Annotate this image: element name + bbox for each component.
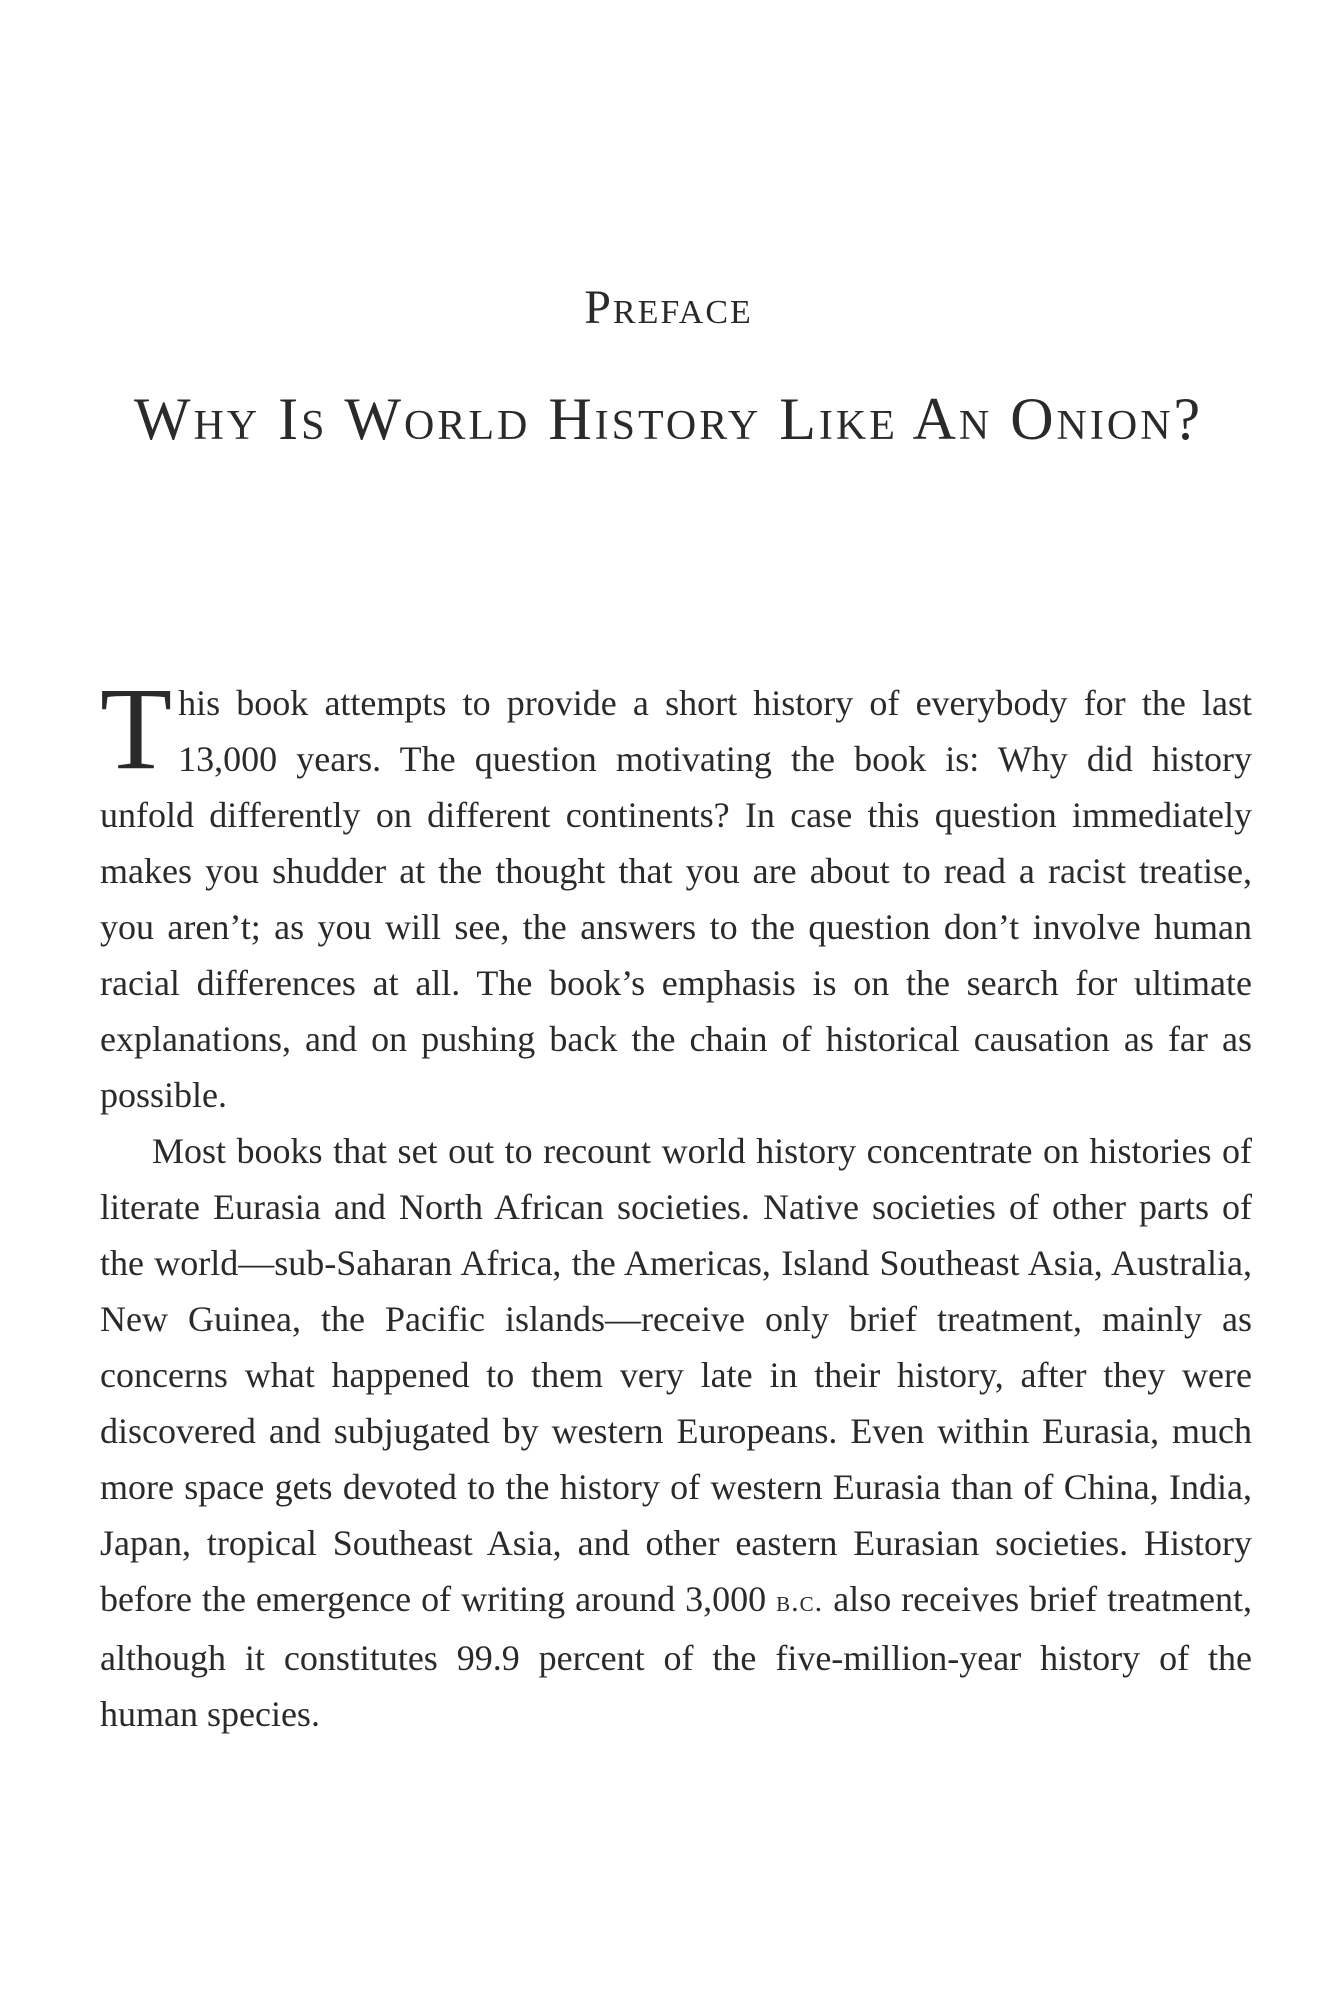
drop-cap: T: [100, 663, 173, 794]
paragraph-2-text-after: also receives brief treatment, although it constitutes 99.9 percent of the five-million-year history of the human species.: [100, 1579, 1253, 1734]
chapter-title: Why Is World History Like An Onion?: [133, 386, 1204, 452]
paragraph-1: [100, 663, 1252, 1123]
section-label: Preface: [584, 281, 753, 334]
paragraph-2: [100, 1123, 1252, 1742]
era-abbreviation: b.c.: [776, 1585, 824, 1618]
paragraph-1-text: his book attempts to provide a short history of everybody for the last 13,000 years. The question motivating the book is: Why did history unfold differently on different continents? In case this question immediately makes you shudder at the thought that you are about to read a racist treatise, you aren’t; as you will see, the answers to the question don’t involve human racial differences at all. The book’s emphasis is on the search for ultimate explanations, and on pushing back the chain of historical causation as far as possible.: [100, 683, 1252, 1115]
body-text: [100, 663, 1253, 1742]
paragraph-2-text-before: Most books that set out to recount world history concentrate on histories of literate Eurasia and North African societies. Native societies of other parts of the world—sub-Saharan Africa, the Americas, Island Southeast Asia, Australia, New Guinea, the Pacific islands—receive only brief treatment, mainly as concerns what happened to them very late in their history, after they were discovered and subjugated by western Europeans. Even within Eurasia, much more space gets devoted to the history of western Eurasia than of China, India, Japan, tropical Southeast Asia, and other eastern Eurasian societies. History before the emergence of writing around 3,000: [100, 1131, 1252, 1619]
